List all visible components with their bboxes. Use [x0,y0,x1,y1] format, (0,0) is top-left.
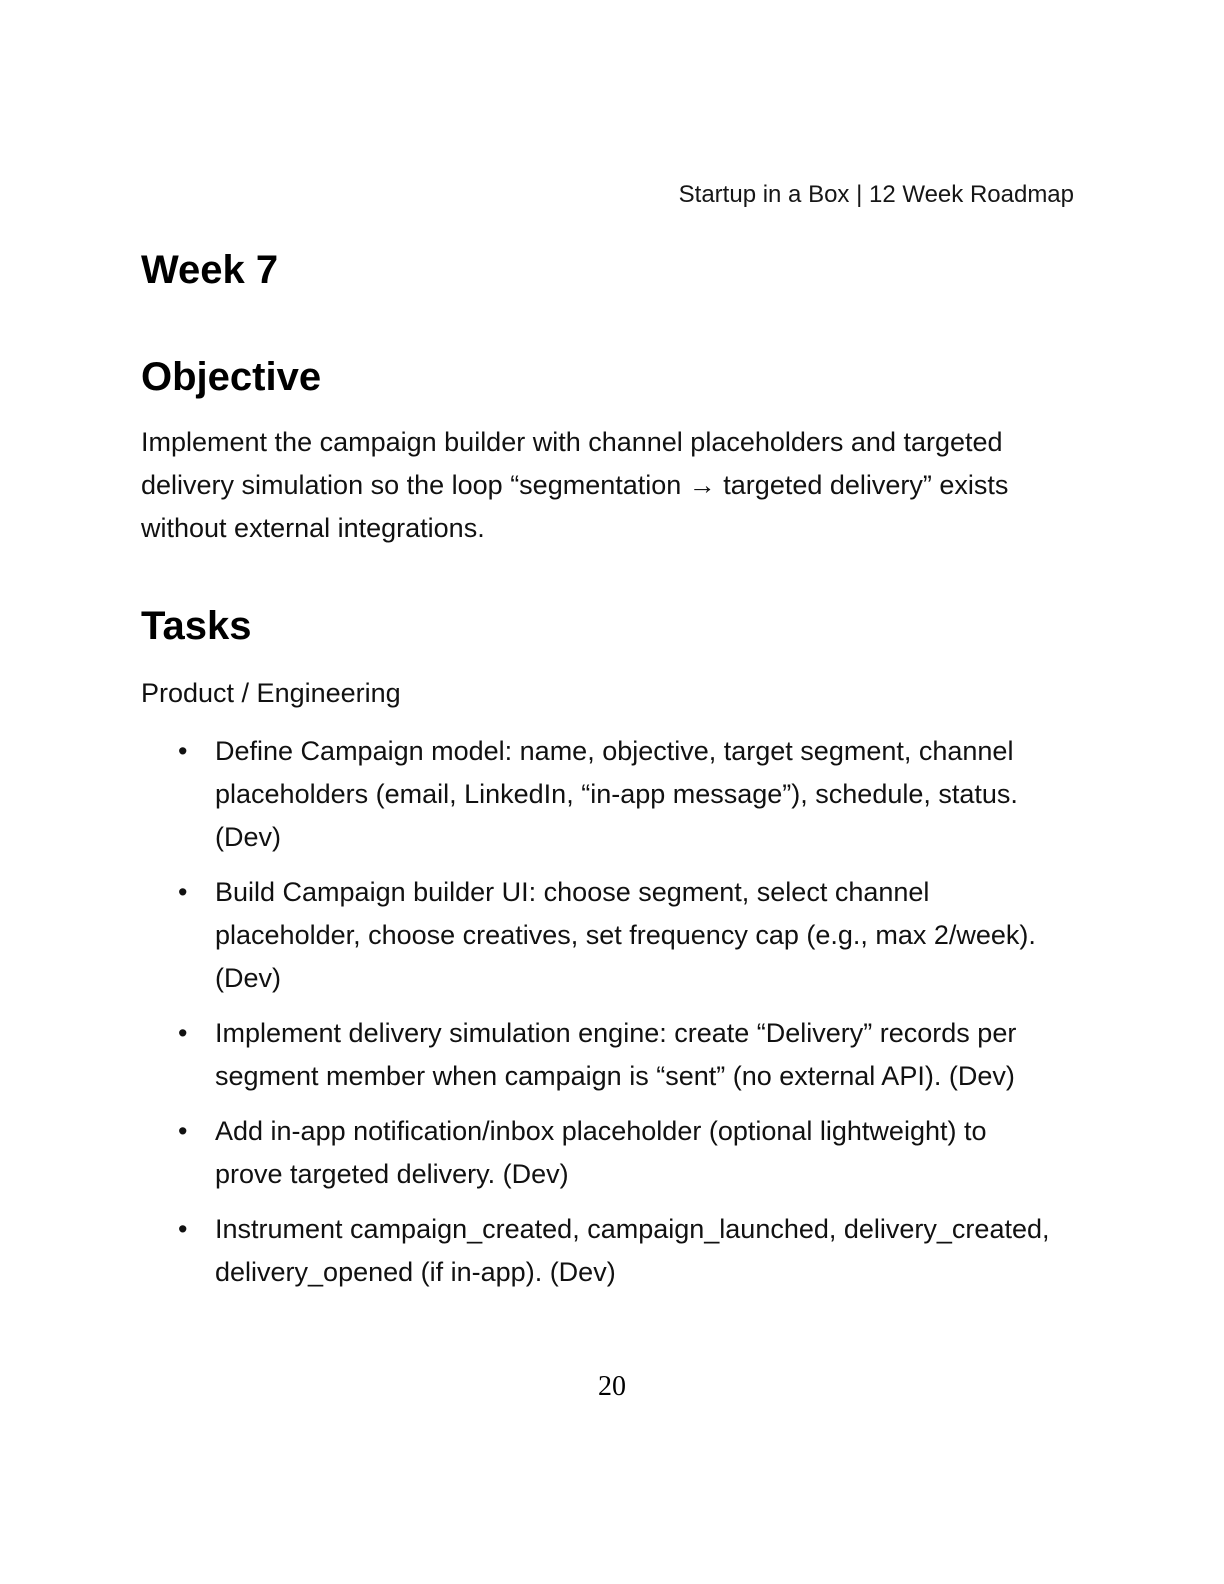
task-line: delivery_opened (if in-app). (Dev) [215,1257,616,1287]
task-item [141,1208,1074,1294]
bullet-marker: • [178,736,188,766]
task-line: Implement delivery simulation engine: create “Delivery” records per [215,1018,1017,1048]
task-item [141,871,1074,1000]
bullet-marker: • [178,1018,188,1048]
task-item [141,1012,1074,1098]
task-line: placeholder, choose creatives, set frequency cap (e.g., max 2/week). [215,920,1036,950]
task-line: (Dev) [215,822,281,852]
paragraph-line: delivery simulation so the loop “segmentation → targeted delivery” exists [141,470,1009,500]
page-number: 20 [598,1371,626,1402]
task-line: prove targeted delivery. (Dev) [215,1159,569,1189]
running-header: Startup in a Box | 12 Week Roadmap [678,181,1074,208]
paragraph-line: without external integrations. [141,513,485,543]
task-line: placeholders (email, LinkedIn, “in-app message”), schedule, status. [215,779,1018,809]
task-line: Define Campaign model: name, objective, target segment, channel [215,736,1014,766]
task-line: segment member when campaign is “sent” (no external API). (Dev) [215,1061,1015,1091]
bullet-marker: • [178,1214,188,1244]
bullet-marker: • [178,877,188,907]
task-item [141,730,1074,859]
task-line: (Dev) [215,963,281,993]
task-item [141,1110,1074,1196]
section-heading-objective: Objective [141,355,322,399]
task-list [141,730,1074,1294]
paragraph-line: Implement the campaign builder with channel placeholders and targeted [141,427,1003,457]
task-line: Add in-app notification/inbox placeholder (optional lightweight) to [215,1116,987,1146]
tasks-subheading: Product / Engineering [141,678,401,708]
section-heading-tasks: Tasks [141,604,252,648]
bullet-marker: • [178,1116,188,1146]
page-title: Week 7 [141,248,279,292]
task-line: Instrument campaign_created, campaign_launched, delivery_created, [215,1214,1050,1244]
objective-paragraph [141,421,1074,550]
task-line: Build Campaign builder UI: choose segment, select channel [215,877,930,907]
